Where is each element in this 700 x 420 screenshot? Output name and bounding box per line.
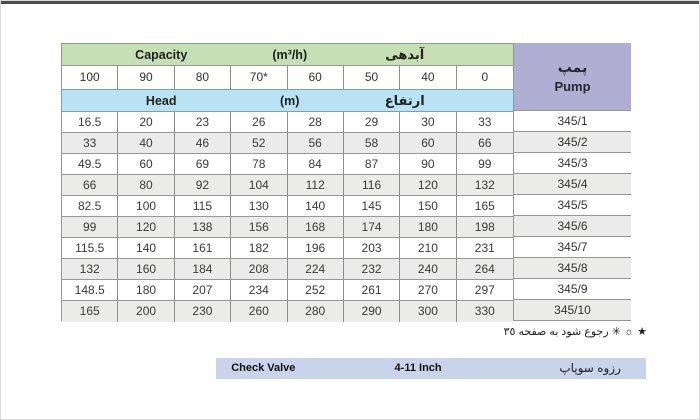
head-value-cell: 231 <box>474 241 495 255</box>
capacity-header-band <box>62 44 513 66</box>
head-values-row <box>62 280 513 301</box>
check-valve-bar <box>216 358 646 379</box>
head-value-cell: 300 <box>400 301 456 322</box>
head-unit-label: (m) <box>280 94 300 108</box>
head-value-cell: 130 <box>231 196 287 216</box>
head-value-cell: 270 <box>400 280 456 300</box>
head-value-cell: 252 <box>288 280 344 300</box>
head-value-cell: 30 <box>400 112 456 132</box>
pump-model-cell: 345/7 <box>514 237 631 258</box>
head-value-cell: 280 <box>288 301 344 322</box>
head-value-cell: 138 <box>175 217 231 237</box>
pump-model-cell: 345/10 <box>514 300 631 321</box>
head-value-cell: 182 <box>231 238 287 258</box>
head-value-cell: 58 <box>344 133 400 153</box>
head-values-row <box>62 238 513 259</box>
head-values-body <box>62 112 513 322</box>
head-value-cell: 148.5 <box>62 280 118 300</box>
head-value-cell: 330 <box>474 304 495 318</box>
head-value-cell: 33 <box>478 115 492 129</box>
head-value-cell: 207 <box>175 280 231 300</box>
head-value-cell: 156 <box>231 217 287 237</box>
head-value-cell: 240 <box>400 259 456 279</box>
head-values-row <box>62 175 513 196</box>
head-value-cell: 116 <box>344 175 400 195</box>
pump-model-cell: 345/6 <box>514 216 631 237</box>
head-value-cell: 260 <box>231 301 287 322</box>
head-value-cell: 290 <box>344 301 400 322</box>
head-value-cell: 208 <box>231 259 287 279</box>
head-value-cell: 161 <box>175 238 231 258</box>
head-label-en: Head <box>145 94 177 108</box>
capacity-value-cell: 90 <box>118 66 174 89</box>
head-value-cell: 234 <box>231 280 287 300</box>
head-value-cell: 115.5 <box>62 238 118 258</box>
head-values-row <box>62 301 513 322</box>
head-value-cell: 297 <box>474 283 495 297</box>
head-value-cell: 99 <box>478 157 492 171</box>
head-value-cell: 16.5 <box>62 112 118 132</box>
head-value-cell: 56 <box>288 133 344 153</box>
head-value-cell: 23 <box>175 112 231 132</box>
head-value-cell: 145 <box>344 196 400 216</box>
head-value-cell: 49.5 <box>62 154 118 174</box>
capacity-value-cell: 100 <box>62 66 118 89</box>
head-value-cell: 120 <box>118 217 174 237</box>
check-valve-label: Check Valve <box>231 362 296 374</box>
head-value-cell: 120 <box>400 175 456 195</box>
head-value-cell: 92 <box>175 175 231 195</box>
head-value-cell: 132 <box>474 178 495 192</box>
valve-label-fa: رزوه سوپاپ <box>559 361 621 375</box>
head-value-cell: 28 <box>288 112 344 132</box>
head-value-cell: 198 <box>474 220 495 234</box>
head-value-cell: 26 <box>231 112 287 132</box>
head-label-fa: ارتفاع <box>384 93 425 108</box>
footnote-marker-icons: ★ ☼ ✳ <box>611 326 647 338</box>
head-value-cell: 180 <box>118 280 174 300</box>
head-value-cell: 52 <box>231 133 287 153</box>
capacity-value-cell: 50 <box>344 66 400 89</box>
head-value-cell: 150 <box>400 196 456 216</box>
pump-label-fa: پمپ <box>557 59 588 75</box>
head-value-cell: 29 <box>344 112 400 132</box>
head-value-cell: 46 <box>175 133 231 153</box>
head-value-cell: 200 <box>118 301 174 322</box>
capacity-label-en: Capacity <box>135 48 188 62</box>
head-value-cell: 100 <box>118 196 174 216</box>
capacity-values-row <box>62 66 513 90</box>
head-value-cell: 80 <box>118 175 174 195</box>
capacity-value-cell: 70* <box>231 66 287 89</box>
head-values-row <box>62 112 513 133</box>
pump-column-header <box>514 43 631 111</box>
head-value-cell: 90 <box>400 154 456 174</box>
head-value-cell: 224 <box>288 259 344 279</box>
head-value-cell: 112 <box>288 175 344 195</box>
head-value-cell: 87 <box>344 154 400 174</box>
head-value-cell: 78 <box>231 154 287 174</box>
head-value-cell: 20 <box>118 112 174 132</box>
capacity-unit-label: (m³/h) <box>272 48 308 62</box>
head-value-cell: 261 <box>344 280 400 300</box>
head-value-cell: 82.5 <box>62 196 118 216</box>
head-value-cell: 140 <box>118 238 174 258</box>
pump-model-cell: 345/1 <box>514 111 631 132</box>
head-value-cell: 115 <box>175 196 231 216</box>
top-rule-divider <box>1 1 699 4</box>
capacity-value-cell: 40 <box>400 66 456 89</box>
head-value-cell: 99 <box>62 217 118 237</box>
head-value-cell: 232 <box>344 259 400 279</box>
head-value-cell: 264 <box>474 262 495 276</box>
head-value-cell: 140 <box>288 196 344 216</box>
capacity-value-cell: 0 <box>481 70 489 84</box>
head-value-cell: 33 <box>62 133 118 153</box>
head-value-cell: 132 <box>62 259 118 279</box>
head-value-cell: 69 <box>175 154 231 174</box>
footnote-text: رجوع شود به صفحه ٣٥ <box>503 326 609 338</box>
pump-model-cell: 345/3 <box>514 153 631 174</box>
head-values-row <box>62 196 513 217</box>
head-values-row <box>62 259 513 280</box>
pump-model-cell: 345/4 <box>514 174 631 195</box>
head-value-cell: 174 <box>344 217 400 237</box>
head-value-cell: 165 <box>474 199 495 213</box>
head-value-cell: 66 <box>62 175 118 195</box>
footnote <box>504 325 647 338</box>
pump-performance-table <box>61 43 631 321</box>
head-value-cell: 60 <box>118 154 174 174</box>
pump-model-cell: 345/9 <box>514 279 631 300</box>
head-value-cell: 60 <box>400 133 456 153</box>
capacity-head-grid <box>61 43 514 321</box>
pump-model-cell: 345/8 <box>514 258 631 279</box>
head-value-cell: 104 <box>231 175 287 195</box>
capacity-label-fa: آبدهی <box>385 47 425 62</box>
head-value-cell: 230 <box>175 301 231 322</box>
head-value-cell: 66 <box>478 136 492 150</box>
head-value-cell: 210 <box>400 238 456 258</box>
valve-size-label: 4-11 Inch <box>394 362 442 374</box>
head-value-cell: 184 <box>175 259 231 279</box>
pump-model-cells <box>514 111 631 321</box>
pump-column <box>514 43 631 321</box>
pump-model-cell: 345/5 <box>514 195 631 216</box>
head-value-cell: 165 <box>62 301 118 322</box>
head-value-cell: 196 <box>288 238 344 258</box>
head-value-cell: 84 <box>288 154 344 174</box>
head-header-band <box>62 90 513 112</box>
pump-model-cell: 345/2 <box>514 132 631 153</box>
capacity-value-cell: 80 <box>175 66 231 89</box>
head-value-cell: 160 <box>118 259 174 279</box>
head-values-row <box>62 154 513 175</box>
capacity-value-cell: 60 <box>288 66 344 89</box>
head-value-cell: 180 <box>400 217 456 237</box>
head-values-row <box>62 217 513 238</box>
head-value-cell: 40 <box>118 133 174 153</box>
head-value-cell: 203 <box>344 238 400 258</box>
head-value-cell: 168 <box>288 217 344 237</box>
pump-label-en: Pump <box>554 79 591 94</box>
head-values-row <box>62 133 513 154</box>
